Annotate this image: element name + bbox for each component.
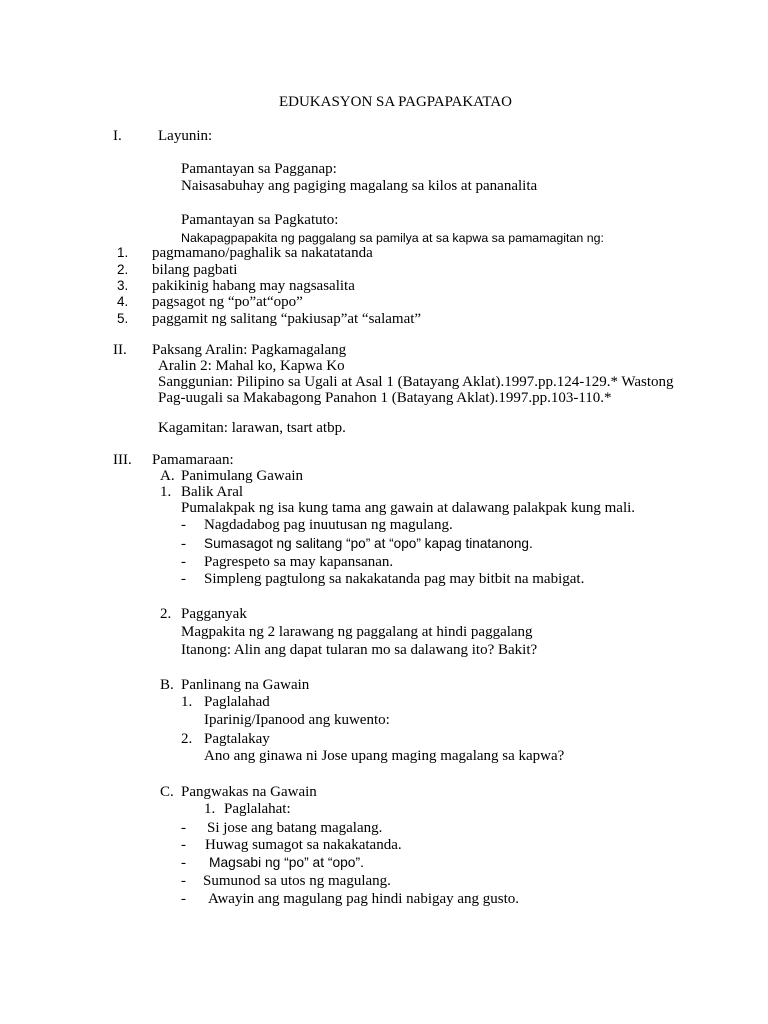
step-number: 1.: [204, 801, 216, 817]
performance-standard-label: Pamantayan sa Pagganap:: [181, 161, 337, 177]
list-item-number: 1.: [117, 245, 129, 260]
step-line: Ano ang ginawa ni Jose upang maging magalang sa kapwa?: [204, 748, 565, 764]
step-line: Iparinig/Ipanood ang kuwento:: [204, 712, 390, 728]
performance-standard-text: Naisasabuhay ang pagiging magalang sa kilos at pananalita: [181, 178, 538, 194]
section-numeral: II.: [113, 342, 127, 358]
list-item-number: 4.: [117, 294, 129, 309]
section-heading: Layunin:: [158, 128, 213, 144]
learning-standard-text: Nakapagpapakita ng paggalang sa pamilya at sa kapwa sa pamamagitan ng:: [181, 231, 604, 245]
reference-line: Sanggunian: Pilipino sa Ugali at Asal 1 (Batayang Aklat).1997.pp.124-129.* Wastong: [158, 374, 674, 390]
section-numeral: I.: [113, 128, 122, 144]
step-line: Itanong: Alin ang dapat tularan mo sa dalawang ito? Bakit?: [181, 642, 538, 658]
list-item-number: 3.: [117, 278, 129, 293]
list-item-number: 2.: [117, 262, 129, 277]
materials-line: Kagamitan: larawan, tsart atbp.: [158, 420, 346, 436]
bullet-marker: -: [181, 873, 186, 889]
step-title: Balik Aral: [181, 484, 244, 500]
step-number: 1.: [181, 694, 193, 710]
section-heading: Paksang Aralin: Pagkamagalang: [152, 342, 347, 358]
bullet-text: Pagrespeto sa may kapansanan.: [204, 554, 394, 570]
step-number: 2.: [160, 606, 172, 622]
bullet-text: Sumunod sa utos ng magulang.: [203, 873, 391, 889]
learning-standard-label: Pamantayan sa Pagkatuto:: [181, 212, 339, 228]
list-item-text: paggamit ng salitang “pakiusap”at “salamat”: [152, 311, 422, 327]
step-title: Paglalahad: [204, 694, 270, 710]
part-letter: B.: [160, 677, 174, 693]
bullet-marker: -: [181, 891, 186, 907]
reference-line: Pag-uugali sa Makabagong Panahon 1 (Batayang Aklat).1997.pp.103-110.*: [158, 390, 612, 406]
step-title: Pagganyak: [181, 606, 247, 622]
list-item-text: pagsagot ng “po”at“opo”: [152, 294, 303, 310]
bullet-text: Huwag sumagot sa nakakatanda.: [205, 837, 402, 853]
document-title: EDUKASYON SA PAGPAPAKATAO: [278, 94, 513, 110]
bullet-marker: -: [181, 820, 186, 836]
part-title: Panimulang Gawain: [181, 468, 304, 484]
bullet-marker: -: [181, 571, 186, 587]
bullet-marker: -: [181, 554, 186, 570]
part-letter: C.: [160, 784, 174, 800]
list-item-text: pakikinig habang may nagsasalita: [152, 278, 355, 294]
list-item-text: pagmamano/paghalik sa nakatatanda: [152, 245, 373, 261]
part-title: Pangwakas na Gawain: [181, 784, 317, 800]
step-title: Paglalahat:: [224, 801, 291, 817]
bullet-marker: -: [181, 536, 186, 552]
bullet-text: Magsabi ng “po” at “opo”.: [209, 855, 364, 870]
step-number: 1.: [160, 484, 172, 500]
bullet-marker: -: [181, 855, 186, 871]
bullet-text: Awayin ang magulang pag hindi nabigay ang gusto.: [208, 891, 520, 907]
list-item-number: 5.: [117, 311, 129, 326]
part-letter: A.: [160, 468, 175, 484]
list-item-text: bilang pagbati: [152, 262, 238, 278]
bullet-marker: -: [181, 517, 186, 533]
bullet-text: Simpleng pagtulong sa nakakatanda pag may bitbit na mabigat.: [204, 571, 585, 587]
bullet-text: Nagdadabog pag inuutusan ng magulang.: [204, 517, 453, 533]
section-heading: Pamamaraan:: [152, 452, 234, 468]
bullet-text: Sumasagot ng salitang “po” at “opo” kapag tinatanong.: [204, 536, 533, 551]
step-instruction: Pumalakpak ng isa kung tama ang gawain at dalawang palakpak kung mali.: [181, 500, 636, 516]
section-numeral: III.: [113, 452, 132, 468]
bullet-marker: -: [181, 837, 186, 853]
part-title: Panlinang na Gawain: [181, 677, 310, 693]
step-line: Magpakita ng 2 larawang ng paggalang at hindi paggalang: [181, 624, 533, 640]
lesson-title: Aralin 2: Mahal ko, Kapwa Ko: [158, 358, 345, 374]
step-number: 2.: [181, 731, 193, 747]
step-title: Pagtalakay: [204, 731, 270, 747]
bullet-text: Si jose ang batang magalang.: [207, 820, 383, 836]
